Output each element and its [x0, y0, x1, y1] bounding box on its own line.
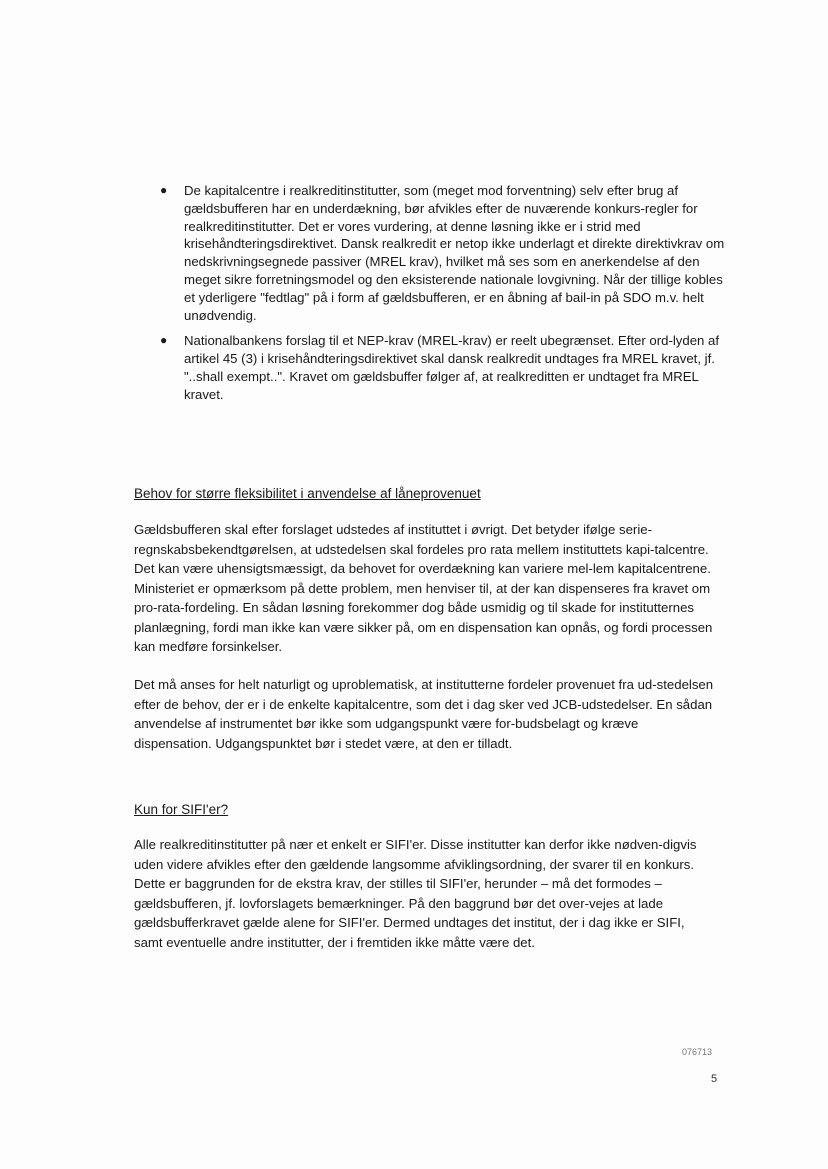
- paragraph: Gældsbufferen skal efter forslaget udstedes af instituttet i øvrigt. Det betyder ifølge serie-regnskabsbekendtgørelsen, at udstedelsen skal fordeles pro rata mellem instituttets kapi-talcentre. Det kan være uhensigtsmæssigt, da behovet for overdækning kan variere mel-lem kapitalcentrene. Ministeriet er opmærksom på dette problem, men henviser til, at der kan dispenseres fra kravet om pro-rata-fordeling. En sådan løsning forekommer dog både usmidig og til skade for institutternes planlægning, fordi man ikke kan være sikker på, om en dispensation kan opnås, og fordi processen kan medføre forsinkelser.: [134, 522, 713, 654]
- paragraph: Det må anses for helt naturligt og uproblematisk, at institutterne fordeler provenuet fra ud-stedelsen efter de behov, der er i de enkelte kapitalcentre, som det i dag sker ved JCB-udstedelser. En sådan anvendelse af instrumentet bør ikke som udgangspunkt være for-budsbelagt og kræve dispensation. Udgangspunktet bør i stedet være, at den er tilladt.: [134, 677, 714, 751]
- bullet-icon: ●: [160, 333, 168, 348]
- bullet-text: De kapitalcentre i realkreditinstitutter, som (meget mod forventning) selv efter brug af gældsbufferen har en underdækning, bør afvikles efter de nuværende konkurs-regler for realkreditinstitutter. Det er vores vurdering, at denne løsning ikke er i strid med krisehåndteringsdirektivet. Dansk realkredit er netop ikke underlagt et direkte direktivkrav om nedskrivningsegnede passiver (MREL krav), hvilket må ses som en anerkendelse af den meget sikre forretningsmodel og den eksisterende nationale lovgivning. Når der tillige kobles et yderligere "fedtlag" på i form af gældsbufferen, er en åbning af bail-in på SDO m.v. helt unødvendig.: [184, 183, 725, 323]
- bullet-icon: ●: [160, 183, 168, 197]
- paragraph: Alle realkreditinstitutter på nær et enkelt er SIFI'er. Disse institutter kan derfor ikke nødven-digvis uden videre afvikles efter den gældende langsomme afviklingsordning, der svarer til en konkurs. Dette er baggrunden for de ekstra krav, der stilles til SIFI'er, herunder – må det formodes – gældsbufferen, jf. lovforslagets bemærkninger. På den baggrund bør det over-vejes at lade gældsbufferkravet gælde alene for SIFI'er. Dermed undtages det institut, der i dag ikke er SIFI, samt eventuelle andre institutter, der i fremtiden ikke måtte være det.: [134, 837, 697, 950]
- section-heading: Kun for SIFI'er?: [134, 802, 229, 817]
- list-item: [160, 182, 730, 324]
- bullet-text: Nationalbankens forslag til et NEP-krav (MREL-krav) er reelt ubegrænset. Efter ord-lyden af artikel 45 (3) i krisehåndteringsdirektivet skal dansk realkredit undtages fra MREL kravet, jf. "..shall exempt..". Kravet om gældsbuffer følger af, at realkreditten er undtaget fra MREL kravet.: [184, 333, 720, 402]
- list-item: [160, 332, 730, 403]
- bullet-list: [160, 182, 730, 412]
- section-heading: Behov for større fleksibilitet i anvendelse af låneprovenuet: [134, 486, 481, 501]
- document-code: 076713: [682, 1047, 713, 1057]
- page-number: 5: [711, 1073, 718, 1085]
